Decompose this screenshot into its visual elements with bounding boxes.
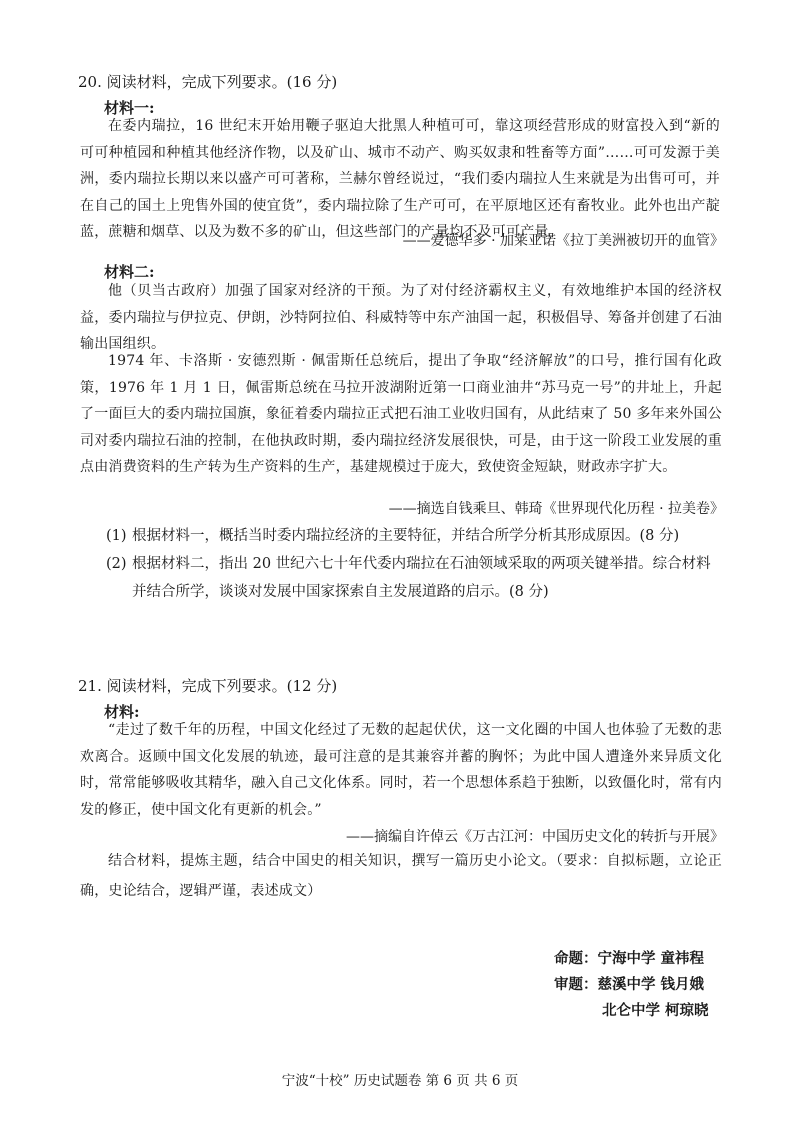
material-label: 材料: — [104, 703, 140, 721]
task-2-text-line-2: 并结合所学，谈谈对发展中国家探索自主发展道路的启示。(8 分) — [132, 584, 549, 600]
material-1-source: ——爱德华多 · 加莱亚诺《拉丁美洲被切开的血管》 — [402, 233, 724, 249]
signature-proposer: 命题：宁海中学 童祎程 — [554, 951, 705, 967]
task-2-text-line-1: 根据材料二，指出 20 世纪六七十年代委内瑞拉在石油领域采取的两项关键举措。综合材料 — [132, 556, 711, 572]
material-text: “走过了数千年的历程，中国文化经过了无数的起起伏伏，这一文化圈的中国人也体验了无数的悲欢离合。返顾中国文化发展的轨迹，最可注意的是其兼容并蓄的胸怀；为此中国人遭逢外来异质文化时，常常能够吸收其精华，融入自己文化体系。同时，若一个思想体系趋于独断，以致僵化时，常有内发的修正，使中国文化有更新的机会。” — [80, 722, 722, 818]
question-21-heading: 21. 阅读材料，完成下列要求。(12 分) — [78, 677, 338, 695]
material-2-paragraph-1: 他（贝当古政府）加强了国家对经济的干预。为了对付经济霸权主义，有效地维护本国的经济权益，委内瑞拉与伊拉克、伊朗，沙特阿拉伯、科威特等中东产油国一起，积极倡导、筹备并创建了石油输出国组织。 — [80, 283, 722, 352]
signature-reviewer-1: 审题：慈溪中学 钱月娥 — [554, 977, 705, 993]
question-21-task: 结合材料，提炼主题，结合中国史的相关知识，撰写一篇历史小论文。（要求：自拟标题，立论正确，史论结合，逻辑严谨，表述成文） — [80, 853, 722, 899]
material-2-paragraph-2: 1974 年、卡洛斯 · 安德烈斯 · 佩雷斯任总统后，提出了争取“经济解放”的口号，推行国有化政策，1976 年 1 月 1 日，佩雷斯总统在马拉开波湖附近第一口商业油井“苏马克一号”的井址上，升起了一面巨大的委内瑞拉国旗，象征着委内瑞拉正式把石油工业收归国有，从此结束了 50 多年来外国公司对委内瑞拉石油的控制，在他执政时期，委内瑞拉经济发展很快，可是，由于这一阶段工业发展的重点由消费资料的生产转为生产资料的生产，基建规模过于庞大，致使资金短缺，财政赤字扩大。 — [80, 353, 722, 475]
signature-reviewer-2: 北仑中学 柯琼晓 — [602, 1003, 709, 1019]
question-20-heading: 20. 阅读材料，完成下列要求。(16 分) — [78, 73, 338, 91]
material-2-label: 材料二: — [104, 263, 155, 281]
material-1-label: 材料一: — [104, 99, 155, 117]
question-20-task-2 — [106, 550, 726, 606]
page-footer: 宁波“十校” 历史试题卷 第 6 页 共 6 页 — [281, 1073, 519, 1089]
question-20-task-1 — [106, 522, 726, 550]
material-2-source: ——摘选自钱乘旦、韩琦《世界现代化历程 · 拉美卷》 — [388, 501, 724, 517]
task-1-text: 根据材料一，概括当时委内瑞拉经济的主要特征，并结合所学分析其形成原因。(8 分) — [132, 528, 680, 544]
material-1-text: 在委内瑞拉，16 世纪末开始用鞭子驱迫大批黑人种植可可，靠这项经营形成的财富投入到“新的可可种植园和种植其他经济作物，以及矿山、城市不动产、购买奴隶和牲畜等方面”……可可发源于美洲，委内瑞拉长期以来以盛产可可著称，兰赫尔曾经说过，“我们委内瑞拉人生来就是为出售可可，并在自己的国土上兜售外国的使宜货”，委内瑞拉除了生产可可，在平原地区还有畜牧业。此外也出产靛蓝，蔗糖和烟草、以及为数不多的矿山，但这些部门的产量均不及可可产量。 — [80, 118, 720, 240]
task-1-number: (1) — [106, 528, 127, 544]
material-source: ——摘编自许倬云《万古江河：中国历史文化的转折与开展》 — [346, 829, 724, 845]
task-2-number: (2) — [106, 556, 127, 572]
